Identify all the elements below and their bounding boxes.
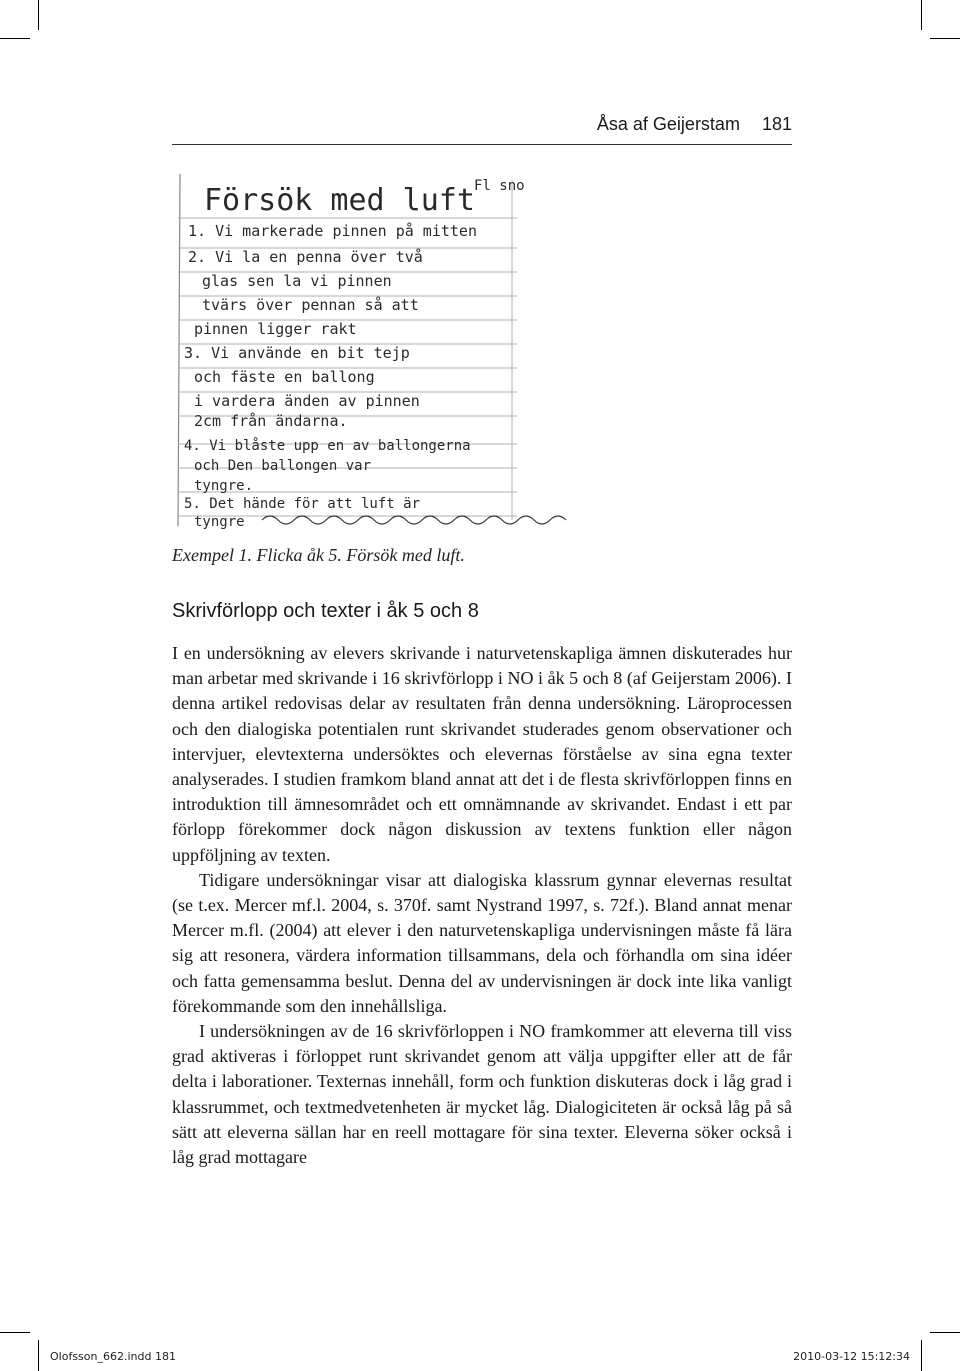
body-text [172, 641, 792, 1170]
handwriting-line: pinnen ligger rakt [194, 320, 357, 338]
handwriting-line: och Den ballongen var [194, 458, 372, 474]
handwriting-line: tvärs över pennan så att [202, 296, 419, 314]
crop-mark [930, 38, 960, 39]
handwriting-line: i vardera änden av pinnen [194, 392, 420, 410]
crop-mark [921, 0, 922, 30]
crop-mark [0, 1332, 30, 1333]
handwriting-line: 2. Vi la en penna över två [188, 248, 423, 266]
handwriting-line: 5. Det hände för att luft är [184, 496, 421, 512]
handwritten-figure [172, 160, 592, 540]
handwriting-line: tyngre. [194, 478, 254, 494]
handwriting-line: tyngre [194, 514, 245, 530]
handwriting-line: 2cm från ändarna. [194, 412, 348, 430]
figure-caption: Exempel 1. Flicka åk 5. Försök med luft. [172, 545, 465, 565]
paragraph: I en undersökning av elevers skrivande i naturvetenskapliga ämnen diskuterades hur man arbetar med skrivande i 16 skrivförlopp i NO i åk 5 och 8 (af Geijerstam 2006). I denna artikel redovisas delar av resultaten från denna undersökning. Läroprocessen och den dialogiska potentialen runt skrivandet studerades genom observationer och intervjuer, elevtexterna undersöktes och elevernas förståelse av sina egna texter analyserades. I studien framkom bland annat att det i de flesta skrivförloppen finns en introduktion till ämnesområdet och ett omnämnande av skrivandet. Endast i ett par förlopp förekommer dock någon diskussion av textens funktion eller någon uppföljning av texten. [172, 643, 792, 865]
handwriting-line: 3. Vi använde en bit tejp [184, 344, 410, 362]
crop-mark [38, 1340, 39, 1371]
handwriting-line: glas sen la vi pinnen [202, 272, 392, 290]
handwriting-corner-note: Fl sno [474, 178, 525, 194]
crop-mark [930, 1332, 960, 1333]
handwriting-line: och fäste en ballong [194, 368, 375, 386]
header-page-number: 181 [761, 114, 792, 134]
handwriting-scan [172, 160, 592, 540]
paragraph: I undersökningen av de 16 skrivförloppen i NO framkommer att eleverna till viss grad aktiveras i förloppet runt skrivandet genom att välja uppgifter eller att de får delta i laborationer. Texternas innehåll, form och funktion diskuteras dock i låg grad i klassrummet, och textmedvetenheten är mycket låg. Dialogiciteten är också låg på så sätt att eleverna sällan har en reell mottagare för sina texter. Eleverna söker också i låg grad mottagare [172, 1021, 792, 1168]
crop-mark [0, 38, 30, 39]
handwriting-line: 4. Vi blåste upp en av ballongerna [184, 438, 471, 454]
running-header [172, 114, 792, 145]
handwriting-line: 1. Vi markerade pinnen på mitten [188, 222, 477, 240]
crop-mark [38, 0, 39, 30]
header-author: Åsa af Geijerstam [596, 114, 740, 134]
handwriting-title: Försök med luft [204, 183, 475, 218]
paragraph: Tidigare undersökningar visar att dialogiska klassrum gynnar elevernas resultat (se t.ex. Mercer mf.l. 2004, s. 370f. samt Nystrand 1997, s. 72f.). Bland annat menar Mercer m.fl. (2004) att elever i den naturvetenskapliga undervisningen måste få lära sig att resonera, värdera information tillsammans, dela och förhandla om sina idéer och fatta gemensamma beslut. Denna del av undervisningen är dock inte lika vanligt förekommande som den innehållsliga. [172, 869, 792, 1016]
footer-timestamp: 2010-03-12 15:12:34 [793, 1350, 910, 1363]
section-heading: Skrivförlopp och texter i åk 5 och 8 [172, 600, 479, 622]
footer-file: Olofsson_662.indd 181 [50, 1350, 176, 1363]
crop-mark [921, 1340, 922, 1371]
